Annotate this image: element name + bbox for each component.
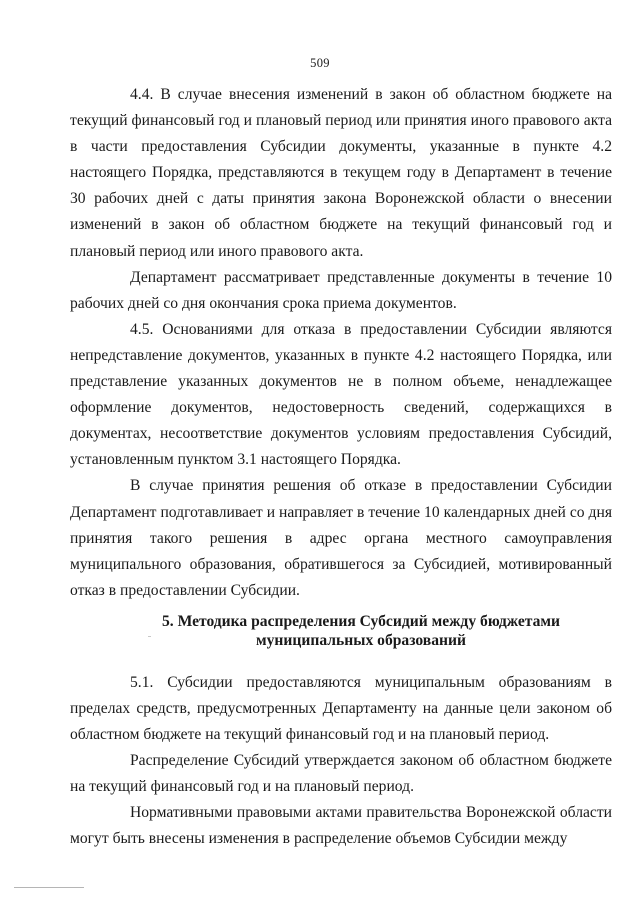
footnote-rule [14,887,84,888]
section-heading-line-1: 5. Методика распределения Субсидий между бюджетами [161,612,561,630]
scan-artifact [148,636,151,637]
paragraph-4-5: 4.5. Основаниями для отказа в предоставлении Субсидии являются непредставление документов, указанных в пункте 4.2 настоящего Порядка, или представление указанных документов не в полном объеме, ненадлежащее оформление документов, недостоверность сведений, содержащихся в документах, несоответствие документов условиям предоставления Субсидий, установленным пунктом 3.1 настоящего Порядка. [70,320,612,469]
paragraph-5-1: 5.1. Субсидии предоставляются муниципальным образованиям в пределах средств, предусмотренных Департаменту на данные цели законом об областном бюджете на текущий финансовый год и на плановый период. [70,673,612,744]
paragraph-4-4: 4.4. В случае внесения изменений в закон об областном бюджете на текущий финансовый год и плановый период или принятия иного правового акта в части предоставления Субсидии документы, указанные в пункте 4.2 настоящего Порядка, представляются в текущем году в Департамент в течение 30 рабочих дней с даты принятия закона Воронежской области о внесении изменений в закон об областном бюджете на текущий финансовый год и плановый период или иного правового акта. [70,86,612,260]
document-body [70,82,612,853]
paragraph-normative-acts: Нормативными правовыми актами правительства Воронежской области могут быть внесены изменения в распределение объемов Субсидии между [70,804,612,848]
paragraph-review-period: Департамент рассматривает представленные документы в течение 10 рабочих дней со дня окончания срока приема документов. [70,268,612,312]
section-heading-line-2: муниципальных образований [256,631,466,649]
paragraph-refusal-decision: В случае принятия решения об отказе в предоставлении Субсидии Департамент подготавливает и направляет в течение 10 календарных дней со дня принятия такого решения в адрес органа местного самоуправления муниципального образования, обратившегося за Субсидией, мотивированный отказ в предоставлении Субсидии. [70,477,612,599]
page-number: 509 [310,56,330,70]
section-heading [70,612,612,650]
paragraph-distribution: Распределение Субсидий утверждается законом об областном бюджете на текущий финансовый год и на плановый период. [70,752,612,796]
